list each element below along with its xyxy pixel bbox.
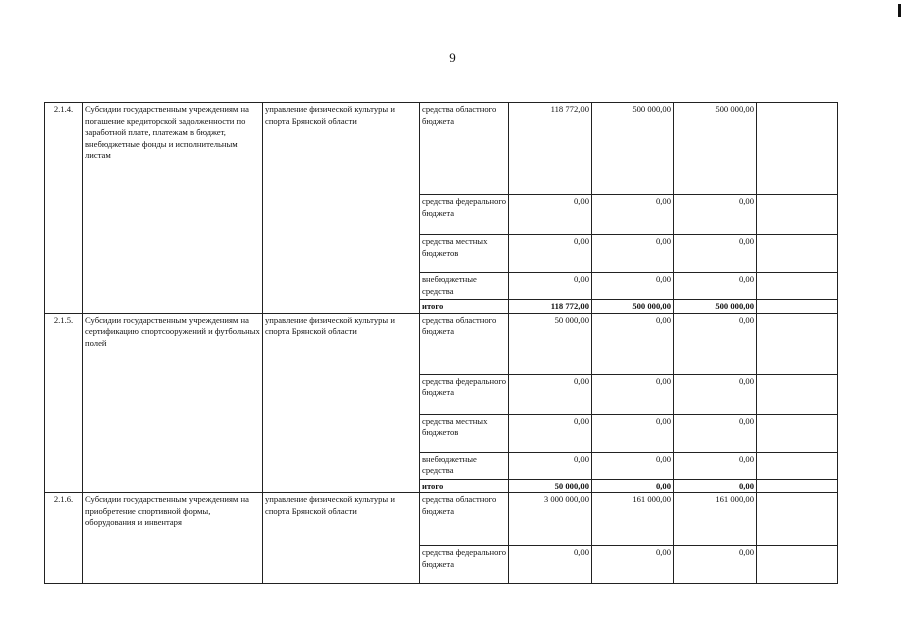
amount-cell: 0,00 [592, 195, 674, 235]
amount-cell: 0,00 [674, 273, 757, 300]
total-label: итого [420, 300, 509, 314]
funding-source: средства областного бюджета [420, 103, 509, 195]
empty-cell [757, 195, 838, 235]
empty-cell [757, 300, 838, 314]
amount-cell: 0,00 [592, 452, 674, 479]
empty-cell [757, 374, 838, 414]
funding-source: внебюджетные средства [420, 273, 509, 300]
empty-cell [757, 414, 838, 452]
empty-cell [757, 546, 838, 584]
amount-cell: 0,00 [509, 195, 592, 235]
amount-cell: 0,00 [509, 273, 592, 300]
amount-cell: 0,00 [509, 374, 592, 414]
item-executor: управление физической культуры и спорта Брянской области [263, 313, 420, 493]
item-name: Субсидии государственным учреждениям на сертификацию спортсооружений и футбольных полей [83, 313, 263, 493]
amount-cell: 500 000,00 [592, 103, 674, 195]
total-amount: 118 772,00 [509, 300, 592, 314]
amount-cell: 0,00 [674, 195, 757, 235]
amount-cell: 0,00 [592, 414, 674, 452]
amount-cell: 0,00 [592, 235, 674, 273]
total-amount: 50 000,00 [509, 479, 592, 493]
funding-source: средства местных бюджетов [420, 235, 509, 273]
edge-mark [898, 4, 901, 17]
item-code: 2.1.6. [45, 493, 83, 584]
amount-cell: 0,00 [674, 235, 757, 273]
budget-table [44, 102, 838, 584]
item-executor: управление физической культуры и спорта Брянской области [263, 493, 420, 584]
amount-cell: 0,00 [674, 313, 757, 374]
amount-cell: 161 000,00 [674, 493, 757, 546]
funding-source: средства областного бюджета [420, 313, 509, 374]
funding-source: средства местных бюджетов [420, 414, 509, 452]
amount-cell: 0,00 [674, 374, 757, 414]
total-amount: 0,00 [592, 479, 674, 493]
amount-cell: 0,00 [509, 546, 592, 584]
amount-cell: 0,00 [674, 546, 757, 584]
amount-cell: 0,00 [674, 452, 757, 479]
amount-cell: 0,00 [509, 452, 592, 479]
table-row [45, 493, 838, 546]
item-code: 2.1.5. [45, 313, 83, 493]
total-amount: 500 000,00 [592, 300, 674, 314]
amount-cell: 0,00 [592, 374, 674, 414]
table-row [45, 313, 838, 374]
item-executor: управление физической культуры и спорта Брянской области [263, 103, 420, 314]
amount-cell: 118 772,00 [509, 103, 592, 195]
table-row [45, 103, 838, 195]
amount-cell: 50 000,00 [509, 313, 592, 374]
amount-cell: 0,00 [592, 546, 674, 584]
page-number: 9 [449, 50, 456, 65]
empty-cell [757, 479, 838, 493]
total-amount: 500 000,00 [674, 300, 757, 314]
empty-cell [757, 452, 838, 479]
funding-source: средства федерального бюджета [420, 374, 509, 414]
funding-source: средства федерального бюджета [420, 195, 509, 235]
funding-source: средства областного бюджета [420, 493, 509, 546]
item-name: Субсидии государственным учреждениям на приобретение спортивной формы, оборудования и инвентаря [83, 493, 263, 584]
item-name: Субсидии государственным учреждениям на погашение кредиторской задолженности по заработной плате, платежам в бюджет, внебюджетные фонды и исполнительным листам [83, 103, 263, 314]
empty-cell [757, 273, 838, 300]
amount-cell: 0,00 [509, 414, 592, 452]
amount-cell: 0,00 [592, 273, 674, 300]
amount-cell: 500 000,00 [674, 103, 757, 195]
amount-cell: 0,00 [509, 235, 592, 273]
funding-source: внебюджетные средства [420, 452, 509, 479]
empty-cell [757, 103, 838, 195]
empty-cell [757, 493, 838, 546]
amount-cell: 0,00 [674, 414, 757, 452]
item-code: 2.1.4. [45, 103, 83, 314]
funding-source: средства федерального бюджета [420, 546, 509, 584]
amount-cell: 3 000 000,00 [509, 493, 592, 546]
amount-cell: 0,00 [592, 313, 674, 374]
total-label: итого [420, 479, 509, 493]
amount-cell: 161 000,00 [592, 493, 674, 546]
empty-cell [757, 235, 838, 273]
empty-cell [757, 313, 838, 374]
total-amount: 0,00 [674, 479, 757, 493]
